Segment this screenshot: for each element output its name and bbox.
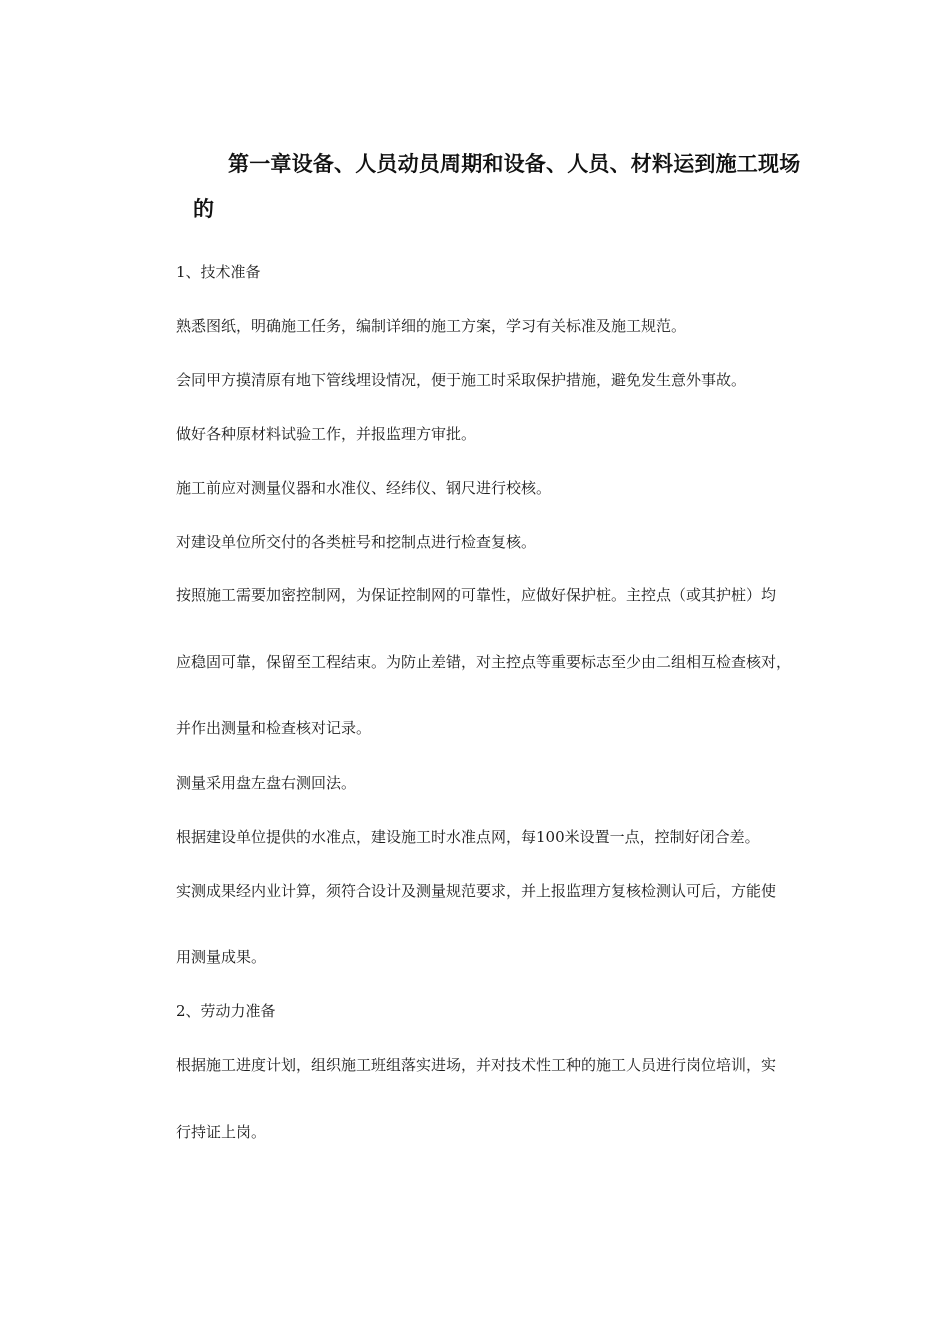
paragraph-line: 会同甲方摸清原有地下管线埋设情况，便于施工时采取保护措施，避免发生意外事故。 xyxy=(176,371,747,389)
chapter-title-line-1: 第一章设备、人员动员周期和设备、人员、材料运到施工现场 xyxy=(228,152,801,176)
section-heading-technical-preparation: 1、技术准备 xyxy=(176,263,261,281)
paragraph-line: 做好各种原材料试验工作，并报监理方审批。 xyxy=(176,425,477,443)
paragraph-line: 根据施工进度计划，组织施工班组落实进场，并对技术性工种的施工人员进行岗位培训，实 xyxy=(176,1056,777,1074)
paragraph-line: 熟悉图纸，明确施工任务，编制详细的施工方案，学习有关标准及施工规范。 xyxy=(176,317,687,335)
paragraph-line: 实测成果经内业计算，须符合设计及测量规范要求，并上报监理方复核检测认可后，方能使 xyxy=(176,882,777,900)
paragraph-line: 根据建设单位提供的水准点，建设施工时水准点网，每100米设置一点，控制好闭合差。 xyxy=(176,828,760,846)
paragraph-line: 行持证上岗。 xyxy=(176,1123,267,1141)
paragraph-line: 施工前应对测量仪器和水准仪、经纬仪、钢尺进行校核。 xyxy=(176,479,552,497)
paragraph-line: 并作出测量和检查核对记录。 xyxy=(176,719,372,737)
paragraph-line: 测量采用盘左盘右测回法。 xyxy=(176,774,357,792)
paragraph-line: 按照施工需要加密控制网，为保证控制网的可靠性，应做好保护桩。主控点（或其护桩）均 xyxy=(176,586,777,604)
paragraph-line: 对建设单位所交付的各类桩号和挖制点进行检查复核。 xyxy=(176,533,537,551)
paragraph-line: 应稳固可靠，保留至工程结束。为防止差错，对主控点等重要标志至少由二组相互检查核对， xyxy=(176,653,792,671)
chapter-title-line-2: 的 xyxy=(193,197,214,221)
paragraph-line: 用测量成果。 xyxy=(176,948,267,966)
section-heading-labor-preparation: 2、劳动力准备 xyxy=(176,1002,276,1020)
